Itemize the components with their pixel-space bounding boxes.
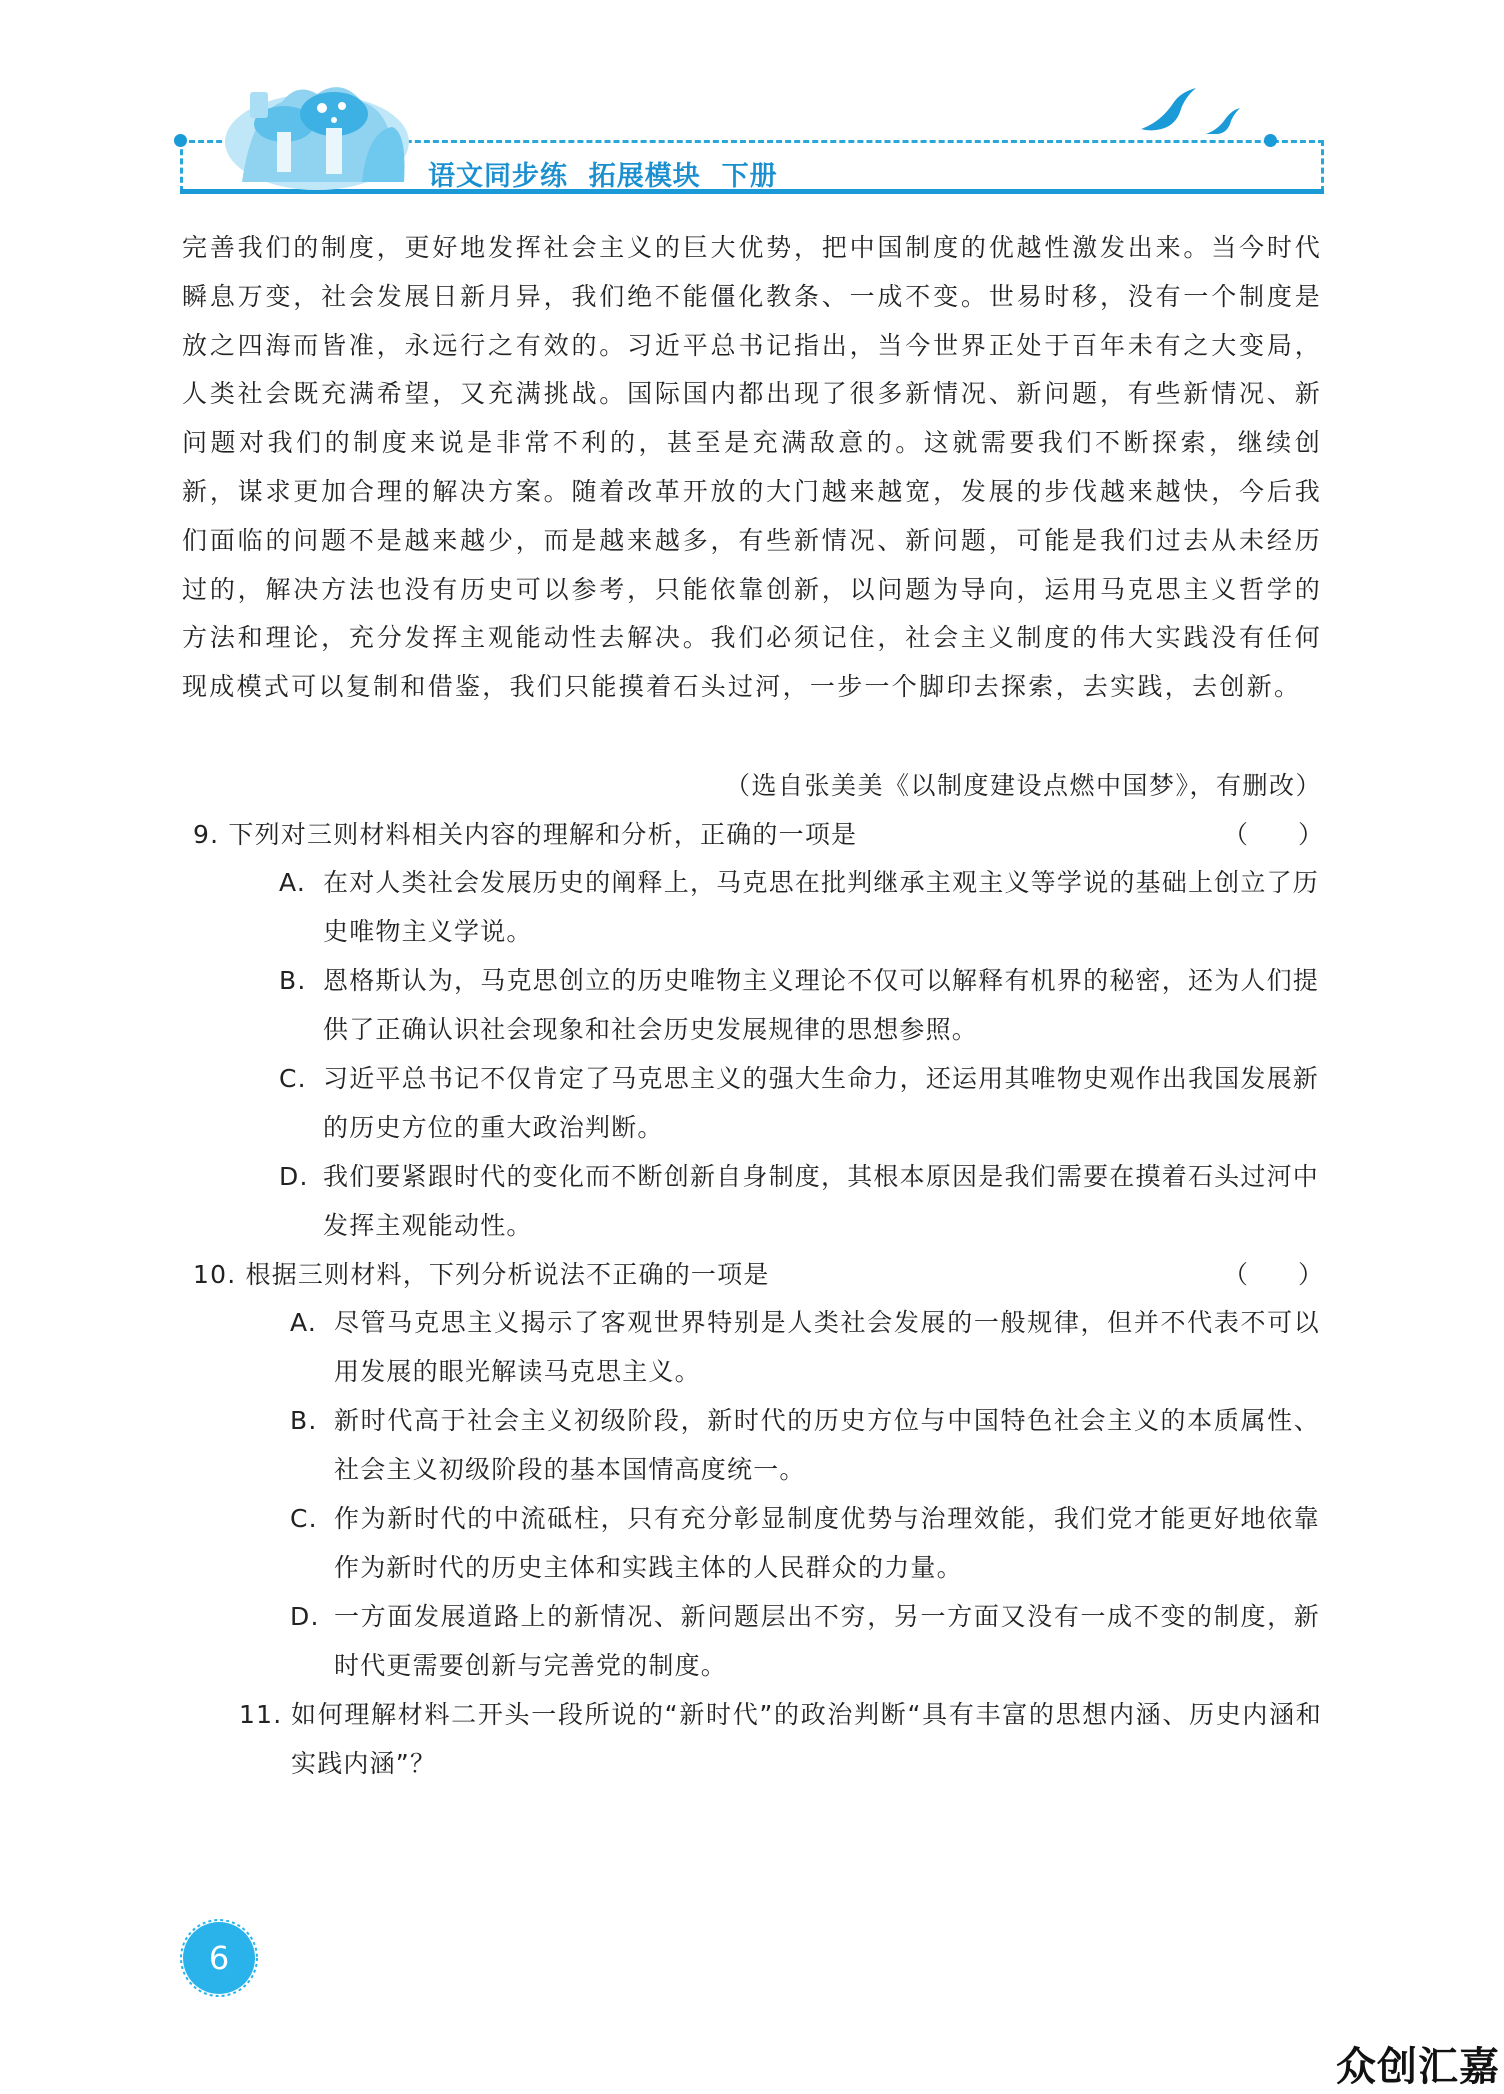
question-stem: 如何理解材料二开头一段所说的“新时代”的政治判断“具有丰富的思想内涵、历史内涵和实践内涵”？ (291, 1700, 1322, 1778)
option-label: C. (290, 1504, 318, 1533)
option-label: D. (290, 1602, 320, 1631)
option-10b (290, 1397, 1320, 1494)
option-10a (290, 1299, 1320, 1396)
option-label: D. (279, 1162, 309, 1191)
answer-blank: （ ） (1222, 820, 1323, 849)
question-number: 9. (193, 820, 220, 849)
option-label: A. (279, 868, 307, 897)
question-stem: 下列对三则材料相关内容的理解和分析，正确的一项是 (228, 820, 858, 849)
question-10 (193, 1251, 1323, 1299)
header-dot-left (174, 134, 187, 147)
mushroom-illustration (222, 72, 412, 192)
option-9c (279, 1055, 1319, 1152)
passage-source: （选自张美美《以制度建设点燃中国梦》，有删改） (724, 771, 1322, 800)
header-dot-right (1264, 134, 1277, 147)
option-label: C. (279, 1064, 307, 1093)
option-9a (279, 859, 1319, 956)
option-9d (279, 1153, 1319, 1250)
question-number: 10. (193, 1260, 237, 1289)
option-label: B. (290, 1406, 318, 1435)
watermark: 众创汇嘉 (1336, 2044, 1500, 2090)
option-10d (290, 1593, 1320, 1690)
answer-blank: （ ） (1222, 1260, 1323, 1289)
option-text: 我们要紧跟时代的变化而不断创新自身制度，其根本原因是我们需要在摸着石头过河中发挥主观能动性。 (323, 1162, 1319, 1240)
question-number: 11. (239, 1700, 283, 1729)
question-9 (193, 811, 1323, 859)
book-title: 语文同步练 拓展模块 下册 (428, 161, 778, 192)
option-text: 新时代高于社会主义初级阶段，新时代的历史方位与中国特色社会主义的本质属性、社会主义初级阶段的基本国情高度统一。 (334, 1406, 1320, 1484)
option-10c (290, 1495, 1320, 1592)
question-11 (239, 1691, 1322, 1788)
page-number: 6 (208, 1939, 230, 1977)
option-text: 在对人类社会发展历史的阐释上，马克思在批判继承主观主义等学说的基础上创立了历史唯物主义学说。 (323, 868, 1319, 946)
option-label: A. (290, 1308, 318, 1337)
option-text: 一方面发展道路上的新情况、新问题层出不穷，另一方面又没有一成不变的制度，新时代更需要创新与完善党的制度。 (334, 1602, 1320, 1680)
option-text: 尽管马克思主义揭示了客观世界特别是人类社会发展的一般规律，但并不代表不可以用发展的眼光解读马克思主义。 (334, 1308, 1320, 1386)
question-stem: 根据三则材料，下列分析说法不正确的一项是 (245, 1260, 770, 1289)
option-text: 习近平总书记不仅肯定了马克思主义的强大生命力，还运用其唯物史观作出我国发展新的历史方位的重大政治判断。 (323, 1064, 1319, 1142)
birds-icon (1136, 84, 1256, 144)
option-9b (279, 957, 1319, 1054)
passage-text: 完善我们的制度，更好地发挥社会主义的巨大优势，把中国制度的优越性激发出来。当今时代瞬息万变，社会发展日新月异，我们绝不能僵化教条、一成不变。世易时移，没有一个制度是放之四海而皆准，永远行之有效的。习近平总书记指出，当今世界正处于百年未有之大变局，人类社会既充满希望，又充满挑战。国际国内都出现了很多新情况、新问题，有些新情况、新问题对我们的制度来说是非常不利的，甚至是充满敌意的。这就需要我们不断探索，继续创新，谋求更加合理的解决方案。随着改革开放的大门越来越宽，发展的步伐越来越快，今后我们面临的问题不是越来越少，而是越来越多，有些新情况、新问题，可能是我们过去从未经历过的，解决方法也没有历史可以参考，只能依靠创新，以问题为导向，运用马克思主义哲学的方法和理论，充分发挥主观能动性去解决。我们必须记住，社会主义制度的伟大实践没有任何现成模式可以复制和借鉴，我们只能摸着石头过河，一步一个脚印去探索，去实践，去创新。 (182, 233, 1322, 702)
option-text: 恩格斯认为，马克思创立的历史唯物主义理论不仅可以解释有机界的秘密，还为人们提供了正确认识社会现象和社会历史发展规律的思想参照。 (323, 966, 1319, 1044)
option-label: B. (279, 966, 307, 995)
option-text: 作为新时代的中流砥柱，只有充分彰显制度优势与治理效能，我们党才能更好地依靠作为新时代的历史主体和实践主体的人民群众的力量。 (334, 1504, 1320, 1582)
